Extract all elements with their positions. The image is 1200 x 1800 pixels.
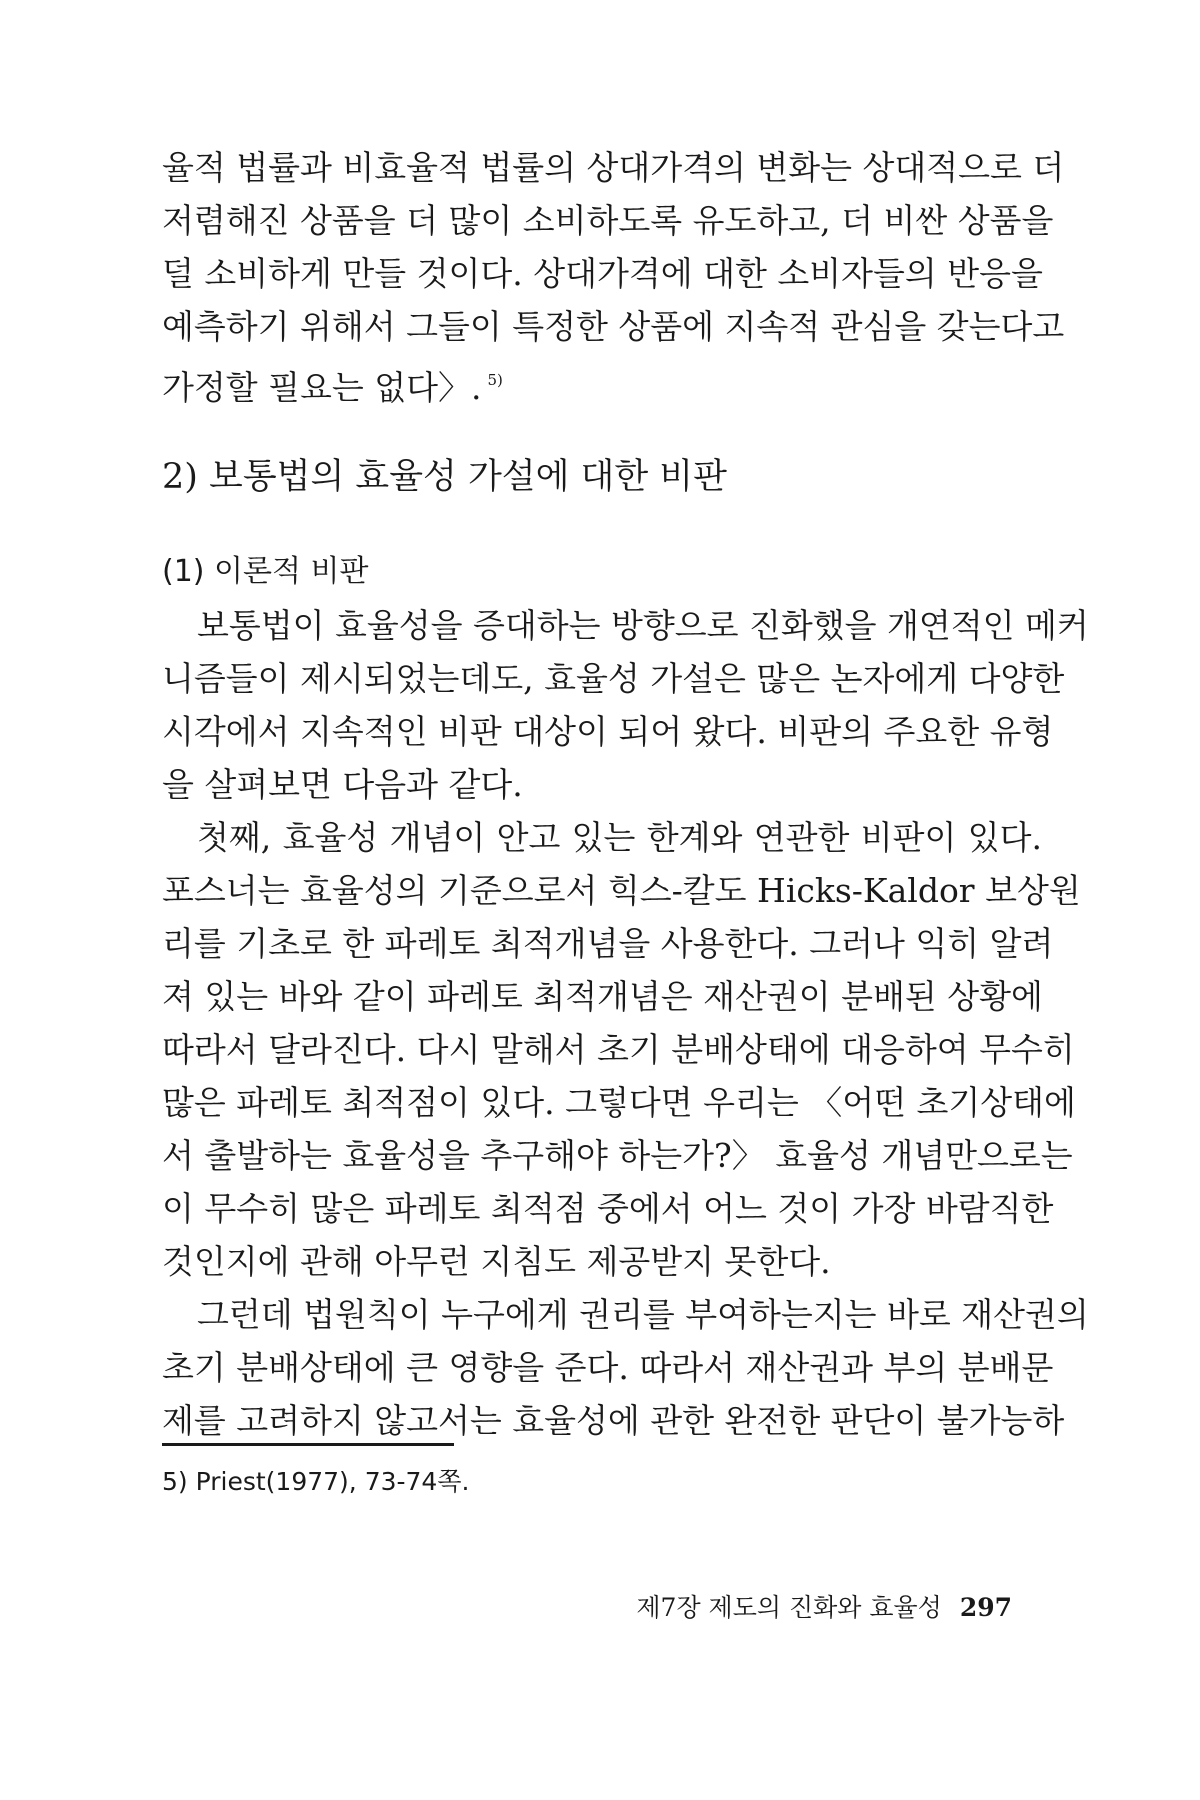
text-line: 초기 분배상태에 큰 영향을 준다. 따라서 재산권과 부의 분배문: [162, 1348, 1054, 1387]
page-number: 297: [959, 1593, 1012, 1622]
text-line: 그런데 법원칙이 누구에게 권리를 부여하는지는 바로 재산권의: [197, 1295, 1089, 1334]
text-line: 덜 소비하게 만들 것이다. 상대가격에 대한 소비자들의 반응을: [162, 254, 1043, 293]
text-line: 시각에서 지속적인 비판 대상이 되어 왔다. 비판의 주요한 유형: [162, 712, 1054, 751]
text-line: 포스너는 효율성의 기준으로서 힉스-칼도 Hicks-Kaldor 보상원: [162, 871, 1081, 910]
footnote-divider: [162, 1443, 454, 1446]
text-line: 리를 기초로 한 파레토 최적개념을 사용한다. 그러나 익히 알려: [162, 924, 1054, 963]
text-line: 율적 법률과 비효율적 법률의 상대가격의 변화는 상대적으로 더: [162, 148, 1065, 187]
paragraph-end-text: 가정할 필요는 없다〉.: [162, 368, 482, 407]
book-page: [162, 0, 1089, 1800]
text-line: 져 있는 바와 같이 파레토 최적개념은 재산권이 분배된 상황에: [162, 977, 1043, 1016]
text-line: 을 살펴보면 다음과 같다.: [162, 765, 523, 804]
footnote: 5) Priest(1977), 73-74쪽.: [162, 1467, 470, 1496]
text-line-last: [162, 360, 1042, 408]
footnote-reference[interactable]: 5): [487, 371, 503, 389]
text-line: 니즘들이 제시되었는데도, 효율성 가설은 많은 논자에게 다양한: [162, 659, 1065, 698]
text-line: 따라서 달라진다. 다시 말해서 초기 분배상태에 대응하여 무수히: [162, 1030, 1075, 1069]
text-line: 보통법이 효율성을 증대하는 방향으로 진화했을 개연적인 메커: [197, 606, 1089, 645]
running-footer: [636, 1592, 1012, 1624]
text-line: 이 무수히 많은 파레토 최적점 중에서 어느 것이 가장 바람직한: [162, 1189, 1054, 1228]
chapter-title: 제7장 제도의 진화와 효율성: [636, 1593, 942, 1622]
text-line: 저렴해진 상품을 더 많이 소비하도록 유도하고, 더 비싼 상품을: [162, 201, 1054, 240]
section-heading: 2) 보통법의 효율성 가설에 대한 비판: [162, 457, 727, 497]
subsection-heading: (1) 이론적 비판: [162, 554, 369, 589]
text-line: 서 출발하는 효율성을 추구해야 하는가?〉 효율성 개념만으로는: [162, 1136, 1073, 1175]
text-line: 첫째, 효율성 개념이 안고 있는 한계와 연관한 비판이 있다.: [197, 818, 1042, 857]
text-line: 예측하기 위해서 그들이 특정한 상품에 지속적 관심을 갖는다고: [162, 307, 1065, 346]
text-line: 많은 파레토 최적점이 있다. 그렇다면 우리는 〈어떤 초기상태에: [162, 1083, 1076, 1122]
text-line: 제를 고려하지 않고서는 효율성에 관한 완전한 판단이 불가능하: [162, 1401, 1065, 1440]
text-line: 것인지에 관해 아무런 지침도 제공받지 못한다.: [162, 1242, 831, 1281]
